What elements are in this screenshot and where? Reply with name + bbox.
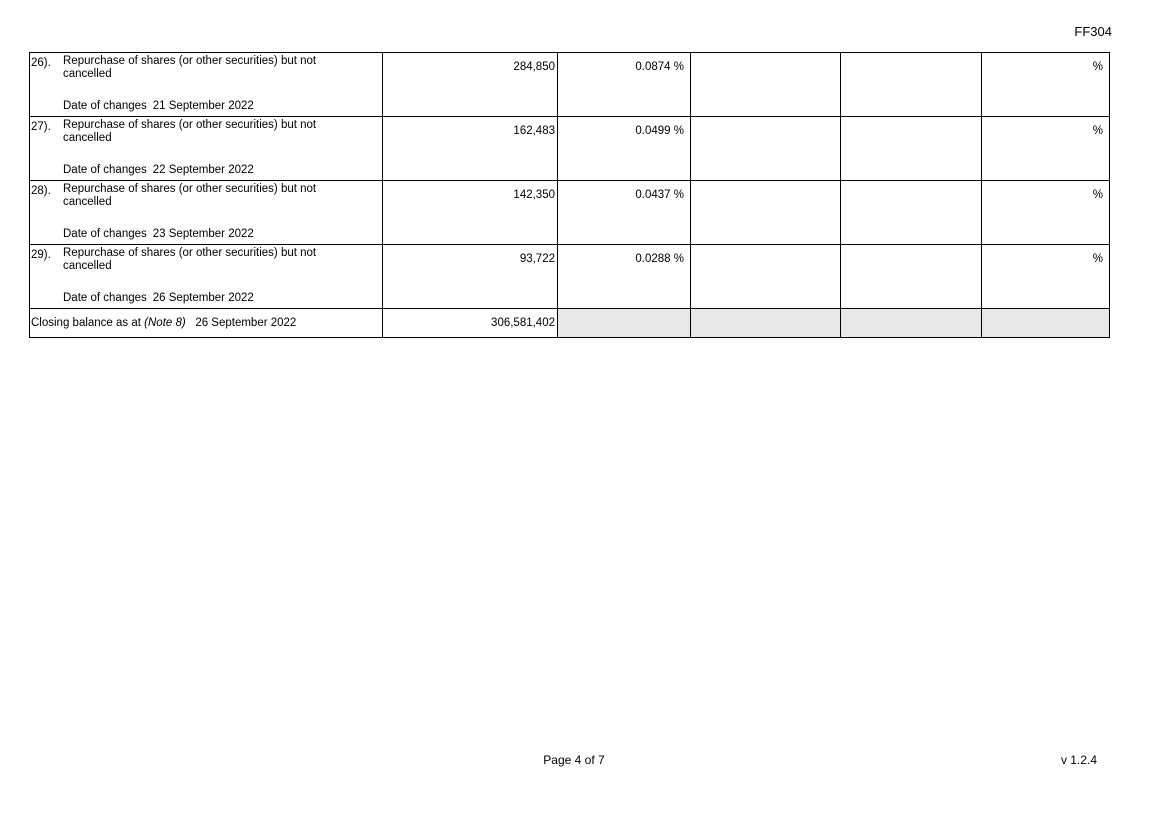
date-label: Date of changes	[63, 100, 147, 112]
row-index: 27).	[31, 121, 51, 133]
empty-cell	[691, 53, 841, 117]
shares-value: 284,850	[513, 61, 555, 73]
date-label: Date of changes	[63, 228, 147, 240]
shaded-cell	[982, 309, 1110, 338]
row-index: 26).	[31, 57, 51, 69]
table-row	[30, 53, 1110, 117]
shares-cell	[383, 181, 558, 245]
percent-cell	[558, 117, 691, 181]
empty-cell	[841, 245, 982, 309]
closing-shares-cell	[383, 309, 558, 338]
shares-cell	[383, 245, 558, 309]
percent-sign: %	[1092, 61, 1103, 73]
row-description: Repurchase of shares (or other securities) but not cancelled	[63, 183, 317, 208]
date-of-changes	[63, 292, 254, 304]
version-label: v 1.2.4	[1060, 753, 1097, 767]
empty-cell	[841, 117, 982, 181]
date-value: 26 September 2022	[152, 292, 254, 304]
date-label: Date of changes	[63, 164, 147, 176]
description-cell	[30, 181, 383, 245]
table-row	[30, 181, 1110, 245]
row-index: 28).	[31, 185, 51, 197]
percent-sign: %	[1092, 125, 1103, 137]
table-row	[30, 245, 1110, 309]
closing-note: (Note 8)	[144, 317, 186, 329]
percent-sign-cell	[982, 245, 1110, 309]
date-value: 22 September 2022	[152, 164, 254, 176]
row-index: 29).	[31, 249, 51, 261]
percent-value: 0.0499 %	[635, 125, 684, 137]
description-cell	[30, 117, 383, 181]
row-description: Repurchase of shares (or other securities) but not cancelled	[63, 55, 317, 80]
date-of-changes	[63, 164, 254, 176]
shares-value: 93,722	[519, 253, 555, 265]
row-description: Repurchase of shares (or other securities) but not cancelled	[63, 119, 317, 144]
percent-sign-cell	[982, 53, 1110, 117]
shares-cell	[383, 117, 558, 181]
percent-cell	[558, 181, 691, 245]
shares-value: 142,350	[513, 189, 555, 201]
empty-cell	[691, 245, 841, 309]
date-of-changes	[63, 100, 254, 112]
percent-value: 0.0437 %	[635, 189, 684, 201]
percent-sign: %	[1092, 189, 1103, 201]
empty-cell	[841, 181, 982, 245]
empty-cell	[841, 53, 982, 117]
closing-balance-label-cell	[30, 309, 383, 338]
closing-date: 26 September 2022	[195, 317, 297, 329]
closing-balance-row	[30, 309, 1110, 338]
percent-sign-cell	[982, 181, 1110, 245]
empty-cell	[691, 117, 841, 181]
empty-cell	[691, 181, 841, 245]
share-movement-table	[29, 52, 1110, 338]
percent-sign: %	[1092, 253, 1103, 265]
row-description: Repurchase of shares (or other securities) but not cancelled	[63, 247, 317, 272]
date-of-changes	[63, 228, 254, 240]
page-number: Page 4 of 7	[543, 753, 605, 767]
percent-value: 0.0288 %	[635, 253, 684, 265]
shaded-cell	[691, 309, 841, 338]
closing-shares-value: 306,581,402	[491, 317, 555, 329]
date-value: 23 September 2022	[152, 228, 254, 240]
closing-balance-label: Closing balance as at	[31, 317, 141, 329]
percent-sign-cell	[982, 117, 1110, 181]
date-value: 21 September 2022	[152, 100, 254, 112]
shaded-cell	[558, 309, 691, 338]
shaded-cell	[841, 309, 982, 338]
percent-cell	[558, 53, 691, 117]
table-row	[30, 117, 1110, 181]
date-label: Date of changes	[63, 292, 147, 304]
description-cell	[30, 245, 383, 309]
description-cell	[30, 53, 383, 117]
shares-cell	[383, 53, 558, 117]
shares-value: 162,483	[513, 125, 555, 137]
percent-cell	[558, 245, 691, 309]
form-code: FF304	[1074, 24, 1112, 39]
percent-value: 0.0874 %	[635, 61, 684, 73]
